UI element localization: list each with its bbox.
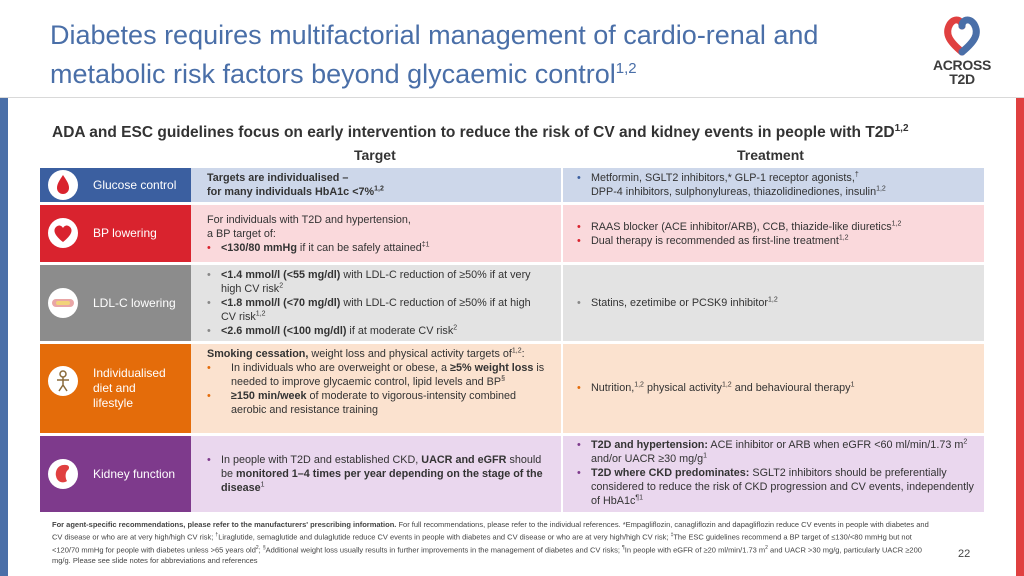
row-label-glucose — [40, 168, 191, 202]
left-accent-bar — [0, 98, 8, 576]
kidney-treatment-bullet: • T2D and hypertension: ACE inhibitor or ARB when eGFR <60 ml/min/1.73 $m^2$ and/or UACR ≥30 $mg/g^1$ — [577, 438, 977, 466]
page-number: 22 — [958, 548, 971, 560]
ldl-target-bullet: • <1.8 mmol/l (<70 mg/dl) with LDL-C reduction of ≥50% if at high CV risk$^{1,2}$ — [207, 296, 537, 324]
row-label-text: LDL-C lowering — [93, 296, 176, 310]
row-diet-lifestyle — [40, 344, 984, 433]
bp-treatment-bullet: • Dual therapy is recommended as first-line treatment$^{1,2}$ — [577, 234, 977, 248]
lifestyle-treatment-cell — [563, 344, 984, 433]
lifestyle-target-cell — [191, 344, 561, 433]
blood-drop-icon — [48, 170, 78, 200]
right-accent-bar — [1016, 98, 1024, 576]
kidney-target-bullet: • In people with T2D and established CKD, UACR and eGFR should be monitored 1–4 times per year depending on the stage of the disease$^1$ — [207, 453, 547, 495]
glucose-treatment-bullet: • Metformin, SGLT2 inhibitors,* GLP-1 receptor agonists,† DPP-4 inhibitors, sulphonylureas, thiazolidinediones, insulin$^{1,2}$ — [577, 171, 977, 199]
bp-target-line2: a BP target of: — [207, 228, 276, 240]
ldl-target-bullet: • <1.4 mmol/l (<55 mg/dl) with LDL-C reduction of ≥50% if at very high CV risk$^2$ — [207, 268, 537, 296]
bp-target-cell — [191, 205, 561, 262]
footnotes: For agent-specific recommendations, please refer to the manufacturers' prescribing information. For full recommendations, please refer to the individual references. *Empagliflozin, canagliflozin and dapagliflozin reduce CV events in people with diabetes and CV disease or who are at very high/high CV risk; †Liraglutide, semaglutide and dulaglutide reduce CV events in people with diabetes and CV disease or who are at very high/high CV risk; ‡The ESC guidelines recommend a BP target of ≤130/<80 mmHg but not <120/70 mmHg for people with diabetes unless >65 years old$^2$; §Additional weight loss usually results in further improvements in the management of diabetes and CV risks; ¶In people with eGFR of ≥20 ml/min/1.73 $m^2$ and UACR >30 mg/g, particularly UACR ≥200 mg/g. Please see slide notes for abbreviations and references — [52, 520, 929, 565]
ldl-target-cell — [191, 265, 561, 341]
row-label-ldl — [40, 265, 191, 341]
row-label-bp — [40, 205, 191, 262]
ldl-target-bullet: • <2.6 mmol/l (<100 mg/dl) if at moderate CV risk$^2$ — [207, 324, 537, 338]
row-ldl-c-lowering — [40, 265, 984, 341]
row-label-text: Individualised diet and lifestyle — [93, 366, 166, 410]
glucose-target-line1: Targets are individualised – — [207, 172, 349, 184]
row-label-lifestyle — [40, 344, 191, 433]
glucose-target-line2: for many individuals HbA1c <7%$^{1,2}$ — [207, 185, 384, 198]
glucose-target-cell — [191, 168, 561, 202]
ldl-treatment-bullet: • Statins, ezetimibe or PCSK9 inhibitor$^{1,2}$ — [577, 296, 977, 310]
lifestyle-target-intro: Smoking cessation, weight loss and physical activity targets of$^{1,2}$: — [207, 347, 525, 360]
bp-treatment-cell — [563, 205, 984, 262]
column-header-target: Target — [354, 147, 396, 163]
bp-target-line1: For individuals with T2D and hypertension, — [207, 214, 411, 226]
row-label-text: BP lowering — [93, 226, 157, 240]
lifestyle-target-bullet: • ≥150 min/week of moderate to vigorous-intensity combined aerobic and resistance training — [207, 389, 552, 417]
person-icon — [48, 366, 78, 396]
kidney-icon — [48, 459, 78, 489]
column-header-treatment: Treatment — [737, 147, 804, 163]
lifestyle-treatment-bullet: • Nutrition,$^{1,2}$ physical activity$^{1,2}$ and behavioural therapy$^1$ — [577, 381, 977, 395]
bp-target-bullet: • <130/80 mmHg if it can be safely attained$^{\ddagger 1}$ — [207, 241, 557, 255]
kidney-treatment-cell — [563, 436, 984, 512]
ldl-treatment-cell — [563, 265, 984, 341]
row-label-text: Glucose control — [93, 178, 177, 192]
lifestyle-target-bullet: • In individuals who are overweight or obese, a ≥5% weight loss is needed to improve glycaemic control, lipid levels and BP§ — [207, 361, 552, 389]
bp-treatment-bullet: • RAAS blocker (ACE inhibitor/ARB), CCB, thiazide-like diuretics$^{1,2}$ — [577, 220, 977, 234]
logo-mark-icon — [922, 12, 1002, 58]
artery-icon — [48, 288, 78, 318]
kidney-treatment-bullet: • T2D where CKD predominates: SGLT2 inhibitors should be preferentially considered to reduce the risk of CKD progression and CV events, independently of $HbA1c^{\P 1}$ — [577, 466, 977, 508]
logo-text: ACROSS T2D — [932, 57, 992, 87]
row-label-kidney — [40, 436, 191, 512]
page-title: Diabetes requires multifactorial management of cardio-renal and metabolic risk factors beyond glycaemic control$^{1,2}$ — [50, 20, 819, 89]
row-kidney-function — [40, 436, 984, 512]
kidney-target-cell — [191, 436, 561, 512]
across-t2d-logo — [922, 12, 1002, 92]
row-glucose-control — [40, 168, 984, 202]
section-subtitle: ADA and ESC guidelines focus on early intervention to reduce the risk of CV and kidney events in people with $T2D^{1,2}$ — [52, 123, 909, 142]
heart-icon — [48, 218, 78, 248]
header-divider — [0, 97, 1024, 98]
glucose-treatment-cell — [563, 168, 984, 202]
row-bp-lowering — [40, 205, 984, 262]
row-label-text: Kidney function — [93, 467, 176, 481]
